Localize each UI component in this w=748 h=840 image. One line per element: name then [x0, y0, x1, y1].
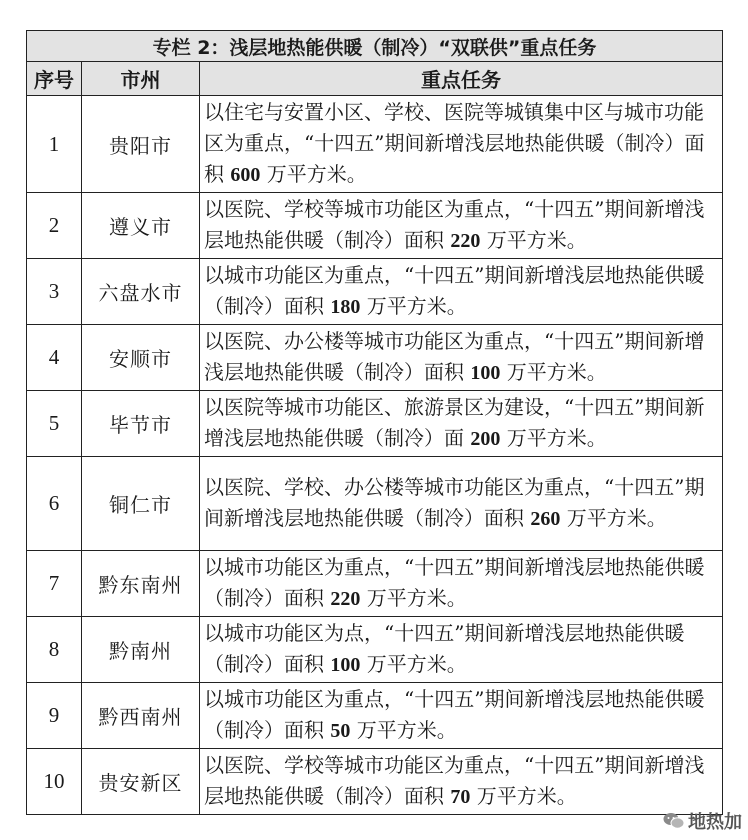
row-no: 7: [27, 551, 82, 617]
table-body: [27, 96, 723, 815]
row-task: [200, 617, 723, 683]
task-text: 以城市功能区为重点，“十四五”期间新增浅层地热能供暖（制冷）面积: [204, 687, 705, 742]
row-no: 2: [27, 193, 82, 259]
task-amount: 50: [330, 720, 351, 742]
wechat-icon: [663, 812, 685, 830]
task-unit: 万平方米。: [500, 360, 607, 384]
watermark-text: 地热加: [688, 812, 742, 833]
task-unit: 万平方米。: [360, 294, 467, 318]
task-unit: 万平方米。: [260, 162, 367, 186]
task-amount: 600: [230, 164, 261, 186]
row-task: [200, 193, 723, 259]
table-row: [27, 749, 723, 815]
header-task: 重点任务: [200, 62, 723, 96]
table-row: [27, 325, 723, 391]
table-row: [27, 551, 723, 617]
row-city: 黔西南州: [82, 683, 200, 749]
task-amount: 200: [470, 428, 501, 450]
row-city: 贵阳市: [82, 96, 200, 193]
key-tasks-table: [26, 30, 723, 815]
table-title-row: [27, 31, 723, 62]
header-city: 市州: [82, 62, 200, 96]
row-no: 4: [27, 325, 82, 391]
task-amount: 220: [330, 588, 361, 610]
row-city: 黔南州: [82, 617, 200, 683]
table-row: [27, 259, 723, 325]
row-no: 10: [27, 749, 82, 815]
row-task: [200, 259, 723, 325]
task-amount: 180: [330, 296, 361, 318]
task-text: 以城市功能区为重点，“十四五”期间新增浅层地热能供暖（制冷）面积: [204, 555, 705, 610]
row-task: [200, 683, 723, 749]
table-row: [27, 457, 723, 551]
row-task: [200, 391, 723, 457]
row-no: 1: [27, 96, 82, 193]
row-city: 六盘水市: [82, 259, 200, 325]
row-city: 安顺市: [82, 325, 200, 391]
task-text: 以医院、学校等城市功能区为重点，“十四五”期间新增浅层地热能供暖（制冷）面积: [204, 197, 705, 252]
task-amount: 220: [450, 230, 481, 252]
row-city: 贵安新区: [82, 749, 200, 815]
task-text: 以城市功能区为重点，“十四五”期间新增浅层地热能供暖（制冷）面积: [204, 263, 705, 318]
row-city: 遵义市: [82, 193, 200, 259]
row-city: 毕节市: [82, 391, 200, 457]
task-unit: 万平方米。: [470, 784, 577, 808]
row-task: [200, 325, 723, 391]
row-city: 黔东南州: [82, 551, 200, 617]
row-no: 8: [27, 617, 82, 683]
task-unit: 万平方米。: [350, 718, 457, 742]
row-no: 6: [27, 457, 82, 551]
task-unit: 万平方米。: [500, 426, 607, 450]
table-row: [27, 391, 723, 457]
row-no: 3: [27, 259, 82, 325]
task-text: 以医院、学校等城市功能区为重点，“十四五”期间新增浅层地热能供暖（制冷）面积: [204, 753, 705, 808]
task-unit: 万平方米。: [360, 652, 467, 676]
header-no: 序号: [27, 62, 82, 96]
table-row: [27, 96, 723, 193]
task-unit: 万平方米。: [360, 586, 467, 610]
table-title: 专栏 2：浅层地热能供暖（制冷）“双联供”重点任务: [27, 31, 723, 62]
task-amount: 100: [330, 654, 361, 676]
row-no: 9: [27, 683, 82, 749]
watermark: [663, 808, 742, 834]
task-amount: 100: [470, 362, 501, 384]
task-text: 以医院、学校、办公楼等城市功能区为重点，“十四五”期间新增浅层地热能供暖（制冷）面积: [204, 475, 705, 530]
task-amount: 260: [530, 508, 561, 530]
table-row: [27, 617, 723, 683]
task-text: 以医院、办公楼等城市功能区为重点，“十四五”期间新增浅层地热能供暖（制冷）面积: [204, 329, 705, 384]
header-row: [27, 62, 723, 96]
task-text: 以医院等城市功能区、旅游景区为建设，“十四五”期间新增浅层地热能供暖（制冷）面: [204, 395, 705, 450]
task-unit: 万平方米。: [560, 506, 667, 530]
row-city: 铜仁市: [82, 457, 200, 551]
row-task: [200, 749, 723, 815]
task-unit: 万平方米。: [480, 228, 587, 252]
row-task: [200, 96, 723, 193]
task-text: 以住宅与安置小区、学校、医院等城镇集中区与城市功能区为重点，“十四五”期间新增浅层地热能供暖（制冷）面积: [204, 100, 705, 186]
table-row: [27, 683, 723, 749]
row-task: [200, 551, 723, 617]
task-text: 以城市功能区为点，“十四五”期间新增浅层地热能供暖（制冷）面积: [204, 621, 685, 676]
table-row: [27, 193, 723, 259]
row-task: [200, 457, 723, 551]
task-amount: 70: [450, 786, 471, 808]
row-no: 5: [27, 391, 82, 457]
